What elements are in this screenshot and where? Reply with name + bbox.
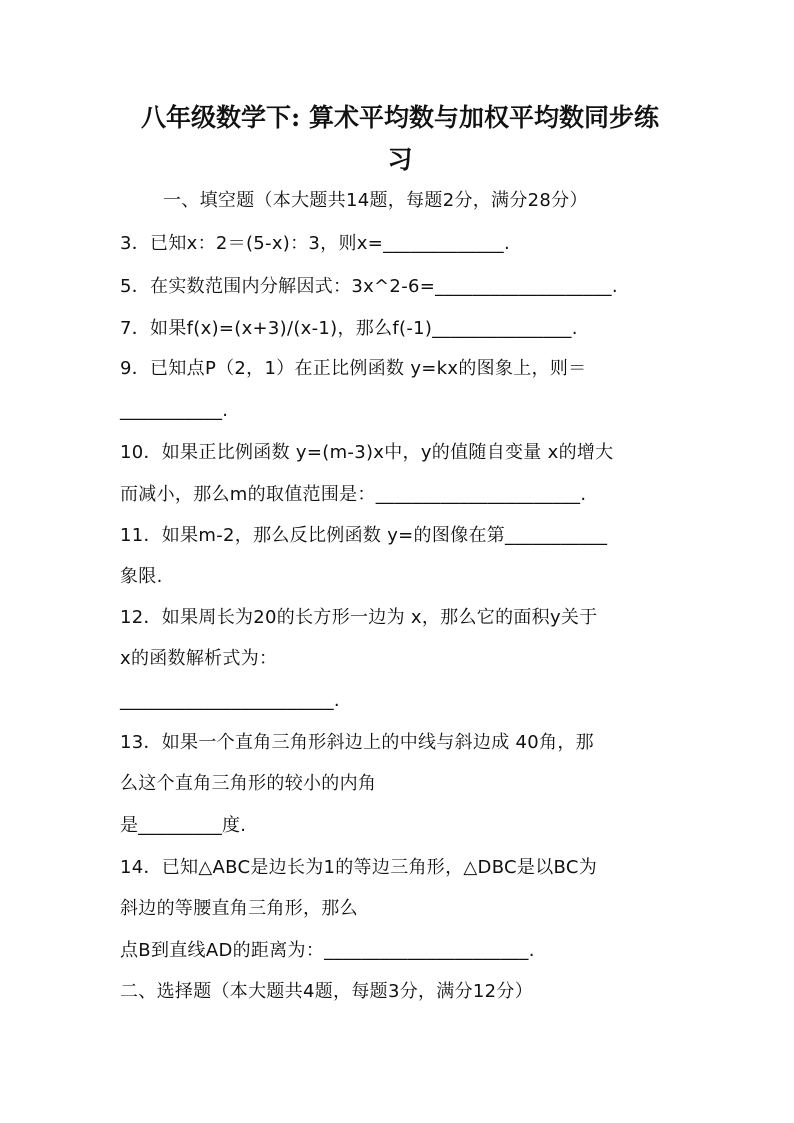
question-9-line-1: 9．已知点P（2，1）在正比例函数 y=kx的图象上，则＝ [120, 358, 587, 379]
question-5: 5．在实数范围内分解因式：3x^2-6=___________________. [120, 276, 618, 297]
question-13-line-1: 13．如果一个直角三角形斜边上的中线与斜边成 40角，那 [120, 732, 594, 753]
question-7: 7．如果f(x)=(x+3)/(x-1)，那么f(-1)_______________. [120, 318, 578, 339]
question-10-line-1: 10．如果正比例函数 y=(m-3)x中，y的值随自变量 x的增大 [120, 442, 614, 463]
question-12-line-2: x的函数解析式为： [120, 648, 278, 669]
question-11-line-2: 象限. [120, 566, 163, 587]
question-13-line-3: 是_________度. [120, 815, 247, 836]
question-14-line-1: 14．已知△ABC是边长为1的等边三角形，△DBC是以BC为 [120, 857, 598, 878]
document-title-line-1: 八年级数学下: 算术平均数与加权平均数同步练 [141, 103, 659, 132]
question-9-line-2: ___________. [120, 400, 229, 421]
question-11-line-1: 11．如果m-2，那么反比例函数 y=的图像在第___________ [120, 525, 608, 546]
question-14-line-2: 斜边的等腰直角三角形，那么 [120, 898, 358, 919]
question-14-line-3: 点B到直线AD的距离为：______________________. [120, 940, 535, 961]
section-header-fill-in: 一、填空题（本大题共14题，每题2分，满分28分） [163, 190, 588, 211]
question-10-line-2: 而减小，那么m的取值范围是：______________________. [120, 484, 587, 505]
question-12-line-1: 12．如果周长为20的长方形一边为 x，那么它的面积y关于 [120, 607, 598, 628]
question-12-line-3: _______________________. [120, 690, 340, 711]
question-13-line-2: 么这个直角三角形的较小的内角 [120, 773, 377, 794]
document-title-line-2: 习 [387, 145, 413, 174]
question-3: 3．已知x：2＝(5-x)：3，则x=_____________. [120, 233, 511, 254]
section-header-multiple-choice: 二、选择题（本大题共4题，每题3分，满分12分） [120, 981, 534, 1002]
